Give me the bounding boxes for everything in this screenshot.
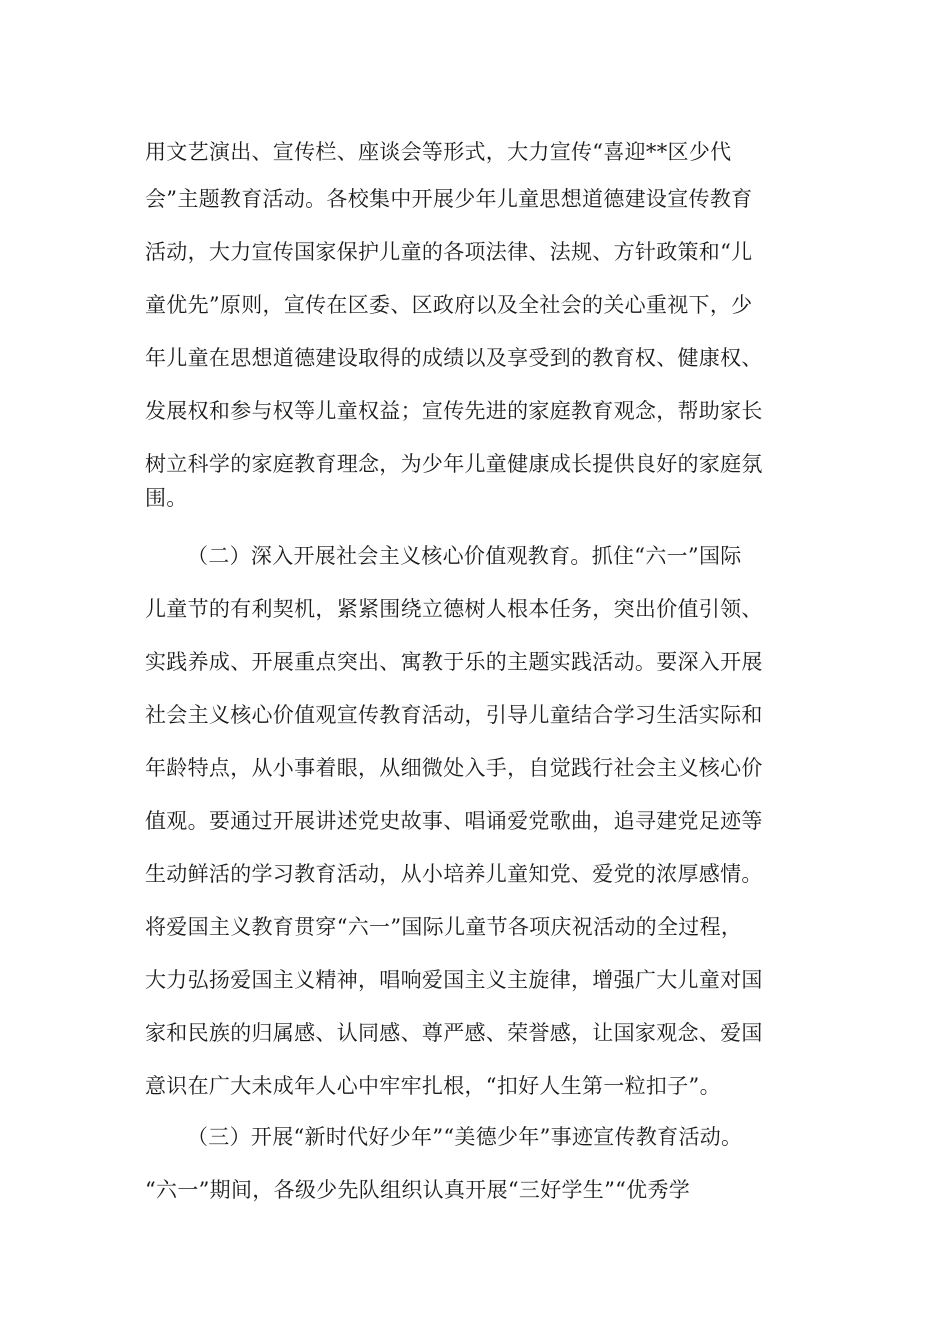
text-line: 发展权和参与权等儿童权益；宣传先进的家庭教育观念，帮助家长 [145, 399, 763, 423]
text-line: 围。 [145, 486, 188, 510]
text-line: 家和民族的归属感、认同感、尊严感、荣誉感，让国家观念、爱国 [145, 1021, 763, 1045]
text-line: 活动，大力宣传国家保护儿童的各项法律、法规、方针政策和“儿 [145, 240, 753, 264]
text-line: 将爱国主义教育贯穿“六一”国际儿童节各项庆祝活动的全过程， [145, 915, 743, 939]
text-line: “六一”期间，各级少先队组织认真开展“三好学生”“优秀学 [145, 1178, 691, 1202]
text-line: 实践养成、开展重点突出、寓教于乐的主题实践活动。要深入开展 [145, 650, 763, 674]
text-line: 社会主义核心价值观宣传教育活动，引导儿童结合学习生活实际和 [145, 703, 763, 727]
text-line: 树立科学的家庭教育理念，为少年儿童健康成长提供良好的家庭氛 [145, 452, 763, 476]
text-line: 生动鲜活的学习教育活动，从小培养儿童知党、爱党的浓厚感情。 [145, 862, 763, 886]
text-line: 儿童节的有利契机，紧紧围绕立德树人根本任务，突出价值引领、 [145, 597, 763, 621]
text-line: 用文艺演出、宣传栏、座谈会等形式，大力宣传“喜迎**区少代 [145, 140, 732, 164]
text-line: 意识在广大未成年人心中牢牢扎根，“扣好人生第一粒扣子”。 [145, 1074, 721, 1098]
paragraph-heading-line: （三）开展“新时代好少年”“美德少年”事迹宣传教育活动。 [187, 1125, 743, 1149]
text-line: 童优先”原则，宣传在区委、区政府以及全社会的关心重视下，少 [145, 293, 753, 317]
text-line: 值观。要通过开展讲述党史故事、唱诵爱党歌曲，追寻建党足迹等 [145, 809, 763, 833]
paragraph-heading-line: （二）深入开展社会主义核心价值观教育。抓住“六一”国际 [187, 544, 742, 568]
text-line: 会”主题教育活动。各校集中开展少年儿童思想道德建设宣传教育 [145, 187, 753, 211]
text-line: 年龄特点，从小事着眼，从细微处入手，自觉践行社会主义核心价 [145, 756, 763, 780]
text-line: 大力弘扬爱国主义精神，唱响爱国主义主旋律，增强广大儿童对国 [145, 968, 763, 992]
text-line: 年儿童在思想道德建设取得的成绩以及享受到的教育权、健康权、 [145, 346, 763, 370]
